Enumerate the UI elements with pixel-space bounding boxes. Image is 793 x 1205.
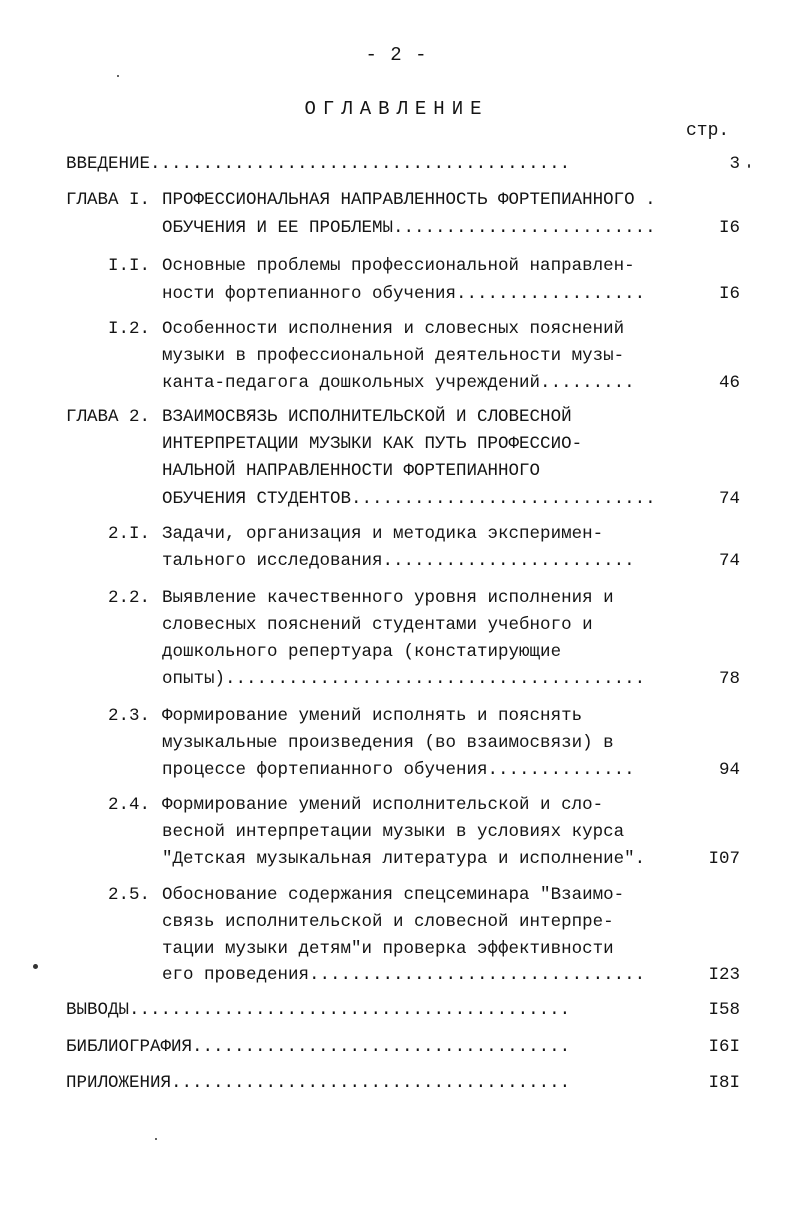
toc-entry-text: связь исполнительской и словесной интерпре-	[162, 912, 614, 932]
scan-speck	[33, 964, 38, 969]
toc-entry-text: дошкольного репертуара (констатирующие	[162, 642, 562, 662]
toc-entry-text: ОБУЧЕНИЯ И ЕЕ ПРОБЛЕМЫ.........................	[162, 218, 656, 238]
toc-entry-page: 94	[718, 760, 740, 780]
toc-entry-page: I6I	[708, 1037, 740, 1057]
toc-entry-number: ГЛАВА I.	[66, 190, 151, 210]
toc-entry-text: ности фортепианного обучения..................	[162, 284, 646, 304]
toc-entry-text: Особенности исполнения и словесных пояснений	[162, 319, 625, 339]
toc-entry-number: I.2.	[108, 319, 151, 339]
toc-entry-text: музыки в профессиональной деятельности музы-	[162, 346, 625, 366]
toc-entry-text: словесных пояснений студентами учебного и	[162, 615, 593, 635]
toc-entry-text: опыты)........................................	[162, 669, 646, 689]
toc-entry-page: 3	[729, 154, 740, 174]
toc-entry-text: тации музыки детям"и проверка эффективности	[162, 939, 614, 959]
toc-entry-page: 74	[718, 551, 740, 571]
toc-entry-number: 2.I.	[108, 524, 151, 544]
toc-entry-text: "Детская музыкальная литература и исполнение".	[162, 849, 646, 869]
toc-entry-text: ВЫВОДЫ..........................................	[66, 1000, 571, 1020]
toc-entry-text: канта-педагога дошкольных учреждений.........	[162, 373, 635, 393]
toc-entry-page: 46	[718, 373, 740, 393]
toc-entry-page: I6	[718, 218, 740, 238]
toc-entry-text: Формирование умений исполнять и пояснять	[162, 706, 583, 726]
scan-speck	[155, 1138, 157, 1140]
toc-entry-text: Задачи, организация и методика эксперимен-	[162, 524, 604, 544]
toc-entry-text: БИБЛИОГРАФИЯ....................................	[66, 1037, 571, 1057]
toc-entry-text: НАЛЬНОЙ НАПРАВЛЕННОСТИ ФОРТЕПИАННОГО	[162, 461, 541, 481]
toc-entry-text: ВВЕДЕНИЕ........................................	[66, 154, 571, 174]
toc-entry-text: ПРИЛОЖЕНИЯ......................................	[66, 1073, 571, 1093]
toc-entry-text: тального исследования........................	[162, 551, 635, 571]
toc-entry-text: ПРОФЕССИОНАЛЬНАЯ НАПРАВЛЕННОСТЬ ФОРТЕПИАННОГО .	[162, 190, 656, 210]
page-number: - 2 -	[365, 44, 428, 66]
toc-entry-text: Формирование умений исполнительской и сло-	[162, 795, 604, 815]
toc-entry-text: музыкальные произведения (во взаимосвязи) в	[162, 733, 614, 753]
toc-entry-page: I23	[708, 965, 740, 985]
scan-speck	[748, 164, 750, 168]
toc-entry-page: I58	[708, 1000, 740, 1020]
toc-entry-number: ГЛАВА 2.	[66, 407, 151, 427]
toc-entry-page: 74	[718, 489, 740, 509]
toc-entry-number: 2.3.	[108, 706, 151, 726]
toc-entry-text: Обоснование содержания спецсеминара "Взаимо-	[162, 885, 625, 905]
toc-entry-number: 2.4.	[108, 795, 151, 815]
toc-entry-number: 2.2.	[108, 588, 151, 608]
toc-entry-text: процессе фортепианного обучения..............	[162, 760, 635, 780]
toc-entry-text: его проведения................................	[162, 965, 646, 985]
toc-entry-number: I.I.	[108, 256, 151, 276]
toc-entry-text: ВЗАИМОСВЯЗЬ ИСПОЛНИТЕЛЬСКОЙ И СЛОВЕСНОЙ	[162, 407, 572, 427]
toc-entry-page: I07	[708, 849, 740, 869]
toc-entry-page: I6	[718, 284, 740, 304]
page-title: ОГЛАВЛЕНИЕ	[304, 98, 489, 120]
toc-entry-text: Выявление качественного уровня исполнения и	[162, 588, 614, 608]
scan-speck	[117, 75, 119, 77]
toc-entry-page: 78	[718, 669, 740, 689]
toc-entry-text: ОБУЧЕНИЯ СТУДЕНТОВ.............................	[162, 489, 656, 509]
page-column-header: стр.	[686, 121, 730, 141]
toc-entry-text: ИНТЕРПРЕТАЦИИ МУЗЫКИ КАК ПУТЬ ПРОФЕССИО-	[162, 434, 583, 454]
toc-entry-text: весной интерпретации музыки в условиях курса	[162, 822, 625, 842]
toc-entry-text: Основные проблемы профессиональной направлен-	[162, 256, 635, 276]
toc-entry-number: 2.5.	[108, 885, 151, 905]
toc-entry-page: I8I	[708, 1073, 740, 1093]
